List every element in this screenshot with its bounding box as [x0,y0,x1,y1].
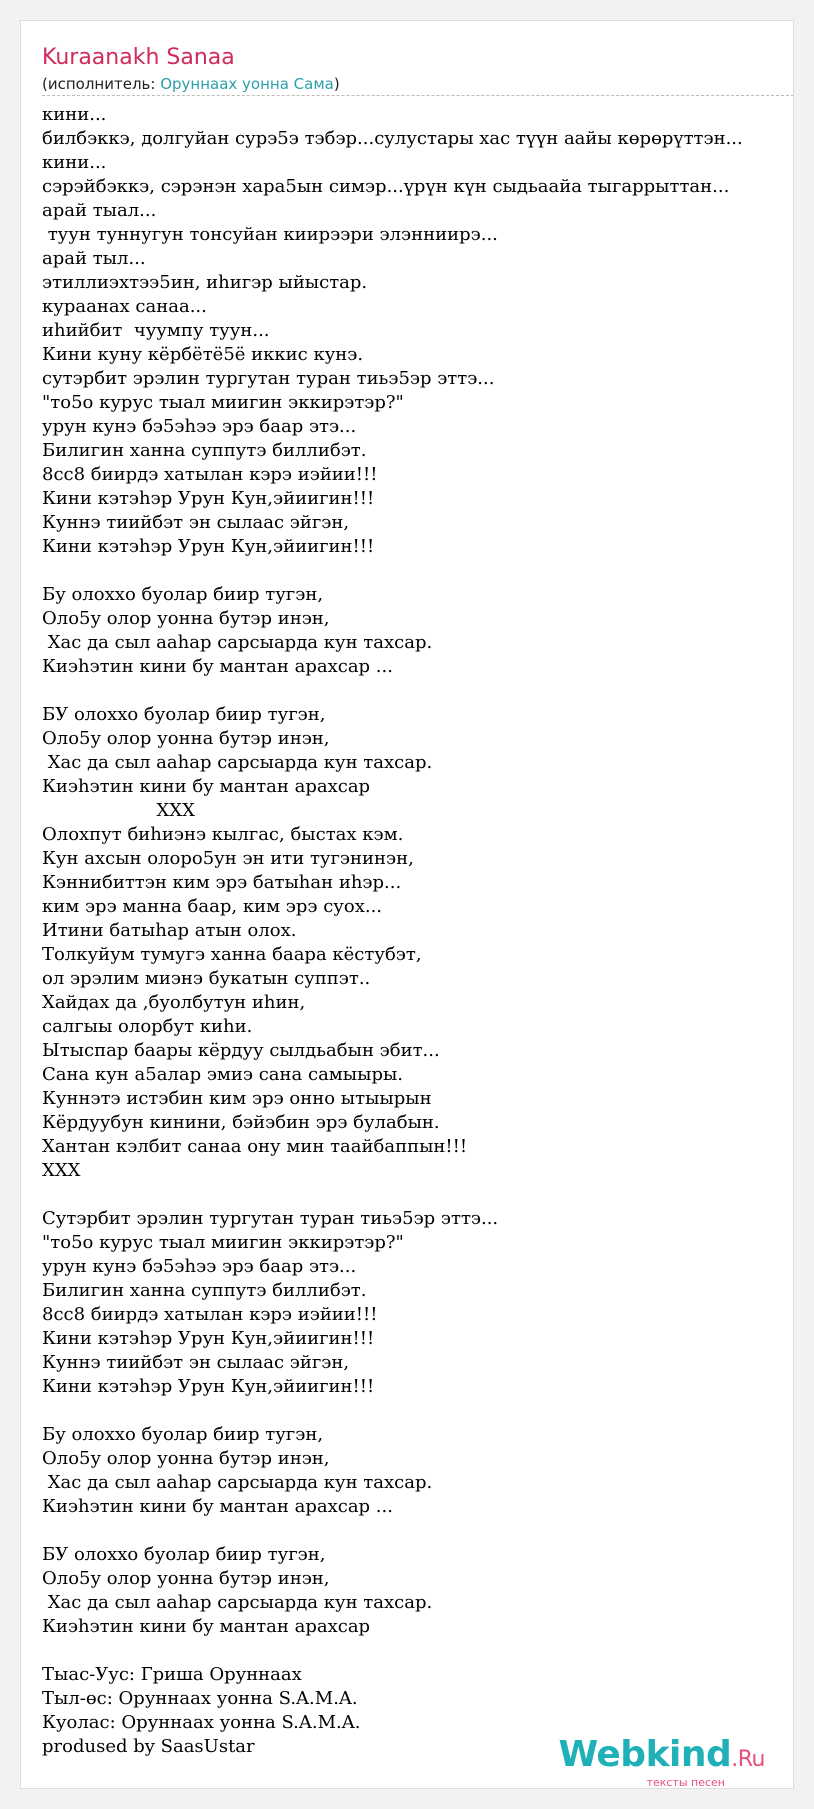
lyric-line: Куннэ тиийбэт эн сылаас эйгэн, [42,512,350,533]
artist-line [42,73,794,96]
lyric-line: "то5о курус тыал миигин эккирэтэр?" [42,1232,404,1253]
lyric-line: сутэрбит эрэлин тургутан туран тиьэ5эр эттэ... [42,368,495,389]
song-title: Kuraanakh Sanaa [42,45,235,70]
lyric-line: Олохпут биhиэнэ кылгас, быстах кэм. [42,824,404,845]
lyrics-text [42,103,794,1759]
lyric-line: Билигин ханна суппутэ биллибэт. [42,1280,367,1301]
lyric-line: кини... [42,152,107,173]
artist-suffix: ) [333,75,340,93]
lyric-line: ким эрэ манна баар, ким эрэ суох... [42,896,383,917]
lyric-line: Кэннибиттэн ким эрэ батыhан иhэр... [42,872,402,893]
lyric-line: арай тыал... [42,200,157,221]
lyric-line: prodused by SaasUstar [42,1736,255,1757]
lyric-line: Хас да сыл ааhар сарсыарда кун тахсар. [42,752,433,773]
webkind-logo[interactable] [558,1734,765,1789]
lyric-line: Киэhэтин кини бу мантан арахсар ... [42,1496,393,1517]
lyric-line: Тыас-Уус: Гриша Оруннаах [42,1664,302,1685]
lyric-line: Билигин ханна суппутэ биллибэт. [42,440,367,461]
lyric-line: Тыл-өс: Оруннаах уонна S.A.M.A. [42,1688,358,1709]
lyric-line: сэрэйбэккэ, сэрэнэн хара5ын симэр...үрүн күн сыдьаайа тыгаррыттан... [42,176,730,197]
lyric-line [42,1399,794,1423]
lyric-line: Ытыспар баары кёрдуу сылдьабын эбит... [42,1040,440,1061]
lyric-line: Хантан кэлбит санаа ону мин таайбаппын!!! [42,1136,468,1157]
lyric-line: Хас да сыл ааhар сарсыарда кун тахсар. [42,1472,433,1493]
lyric-line: Сана кун а5алар эмиэ сана самыыры. [42,1064,404,1085]
lyric-line: 8сс8 биирдэ хатылан кэрэ иэйии!!! [42,464,378,485]
lyric-line [42,679,794,703]
lyric-line: БУ олоххо буолар биир тугэн, [42,1544,326,1565]
lyric-line: Хас да сыл ааhар сарсыарда кун тахсар. [42,632,433,653]
lyric-line: Толкуйум тумугэ ханна баара кёстубэт, [42,944,422,965]
lyric-line: XXX [42,1160,81,1181]
lyric-line: Кини кэтэhэр Урун Кун,эйиигин!!! [42,536,375,557]
lyric-line: билбэккэ, долгуйан сурэ5э тэбэр...сулустары хас түүн аайы көрөрүттэн... [42,128,743,149]
lyric-line: Кун ахсын олоро5ун эн ити тугэнинэн, [42,848,414,869]
lyric-line: арай тыл... [42,248,146,269]
lyric-line: "то5о курус тыал миигин эккирэтэр?" [42,392,404,413]
lyric-line: Кини куну кёрбётё5ё иккис кунэ. [42,344,364,365]
lyric-line: БУ олоххо буолар биир тугэн, [42,704,326,725]
lyric-line: туун туннугун тонсуйан киирээри элэнниирэ... [42,224,498,245]
lyric-line: салгыы олорбут киhи. [42,1016,253,1037]
lyric-line: Куннэ тиийбэт эн сылаас эйгэн, [42,1352,350,1373]
lyric-line: Бу олоххо буолар биир тугэн, [42,1424,324,1445]
lyric-line: 8сс8 биирдэ хатылан кэрэ иэйии!!! [42,1304,378,1325]
lyric-line: этиллиэхтээ5ин, иhигэр ыйыстар. [42,272,368,293]
lyric-line: ол эрэлим миэнэ букатын суппэт.. [42,968,371,989]
lyric-line: Сутэрбит эрэлин тургутан туран тиьэ5эр эттэ... [42,1208,499,1229]
lyric-line: урун кунэ бэ5эhээ эрэ баар этэ... [42,416,357,437]
lyric-line: кини... [42,104,107,125]
lyric-line: Хас да сыл ааhар сарсыарда кун тахсар. [42,1592,433,1613]
lyric-line: Кини кэтэhэр Урун Кун,эйиигин!!! [42,1328,375,1349]
lyric-line: XXX [42,800,195,821]
lyric-line: Куннэтэ истэбин ким эрэ онно ытыырын [42,1088,432,1109]
lyric-line: Киэhэтин кини бу мантан арахсар [42,776,371,797]
lyric-line: Оло5у олор уонна бутэр инэн, [42,728,330,749]
lyric-line: Киэhэтин кини бу мантан арахсар [42,1616,371,1637]
lyric-line [42,559,794,583]
lyric-line: иhийбит чуумпу туун... [42,320,270,341]
lyric-line: урун кунэ бэ5эhээ эрэ баар этэ... [42,1256,357,1277]
artist-link[interactable]: Оруннаах уонна Сама [160,75,334,93]
lyric-line: Куолас: Оруннаах уонна S.A.M.A. [42,1712,361,1733]
lyric-line: Оло5у олор уонна бутэр инэн, [42,1448,330,1469]
logo-tld: .Ru [731,1747,765,1772]
lyric-line: Кини кэтэhэр Урун Кун,эйиигин!!! [42,1376,375,1397]
lyric-line [42,1183,794,1207]
logo-brand: Webkind [558,1734,732,1775]
lyric-line: Оло5у олор уонна бутэр инэн, [42,1568,330,1589]
lyric-line: Хайдах да ,буолбутун иhин, [42,992,306,1013]
lyric-line: Итини батыhар атын олох. [42,920,297,941]
lyric-line: Бу олоххо буолар биир тугэн, [42,584,324,605]
lyric-line: Кини кэтэhэр Урун Кун,эйиигин!!! [42,488,375,509]
lyrics-card [20,20,794,1789]
artist-prefix: (исполнитель: [42,75,161,93]
lyric-line [42,1639,794,1663]
lyric-line: Оло5у олор уонна бутэр инэн, [42,608,330,629]
lyric-line: Киэhэтин кини бу мантан арахсар ... [42,656,393,677]
logo-tagline: тексты песен [646,1776,725,1789]
lyric-line: кураанах санаа... [42,296,207,317]
lyric-line: Кёрдуубун кинини, бэйэбин эрэ булабын. [42,1112,440,1133]
logo-wordmark [558,1734,765,1778]
lyric-line [42,1519,794,1543]
